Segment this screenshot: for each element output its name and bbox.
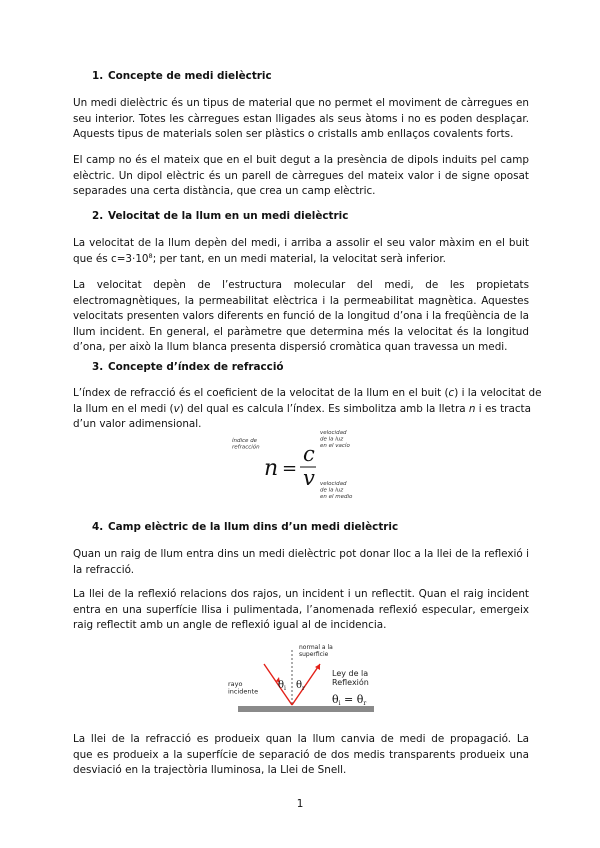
formula-equals: = [282,458,298,479]
section-number: 4. [92,521,104,533]
text-line: Quan un raig de llum entra dins un medi dielèctric pot donar lloc a la llei de la reflexió i [73,548,529,560]
text-line: El camp no és el mateix que en el buit degut a la presència de dipols induits pel camp [73,154,529,166]
text-line: d’un valor adimensional. [73,418,202,431]
text-line: electromagnètiques, la permeabilitat elèctrica i la permeabilitat magnètica. Aquestes [73,294,529,307]
text-line: elèctric. Un dipol elèctric és un parell de càrregues del mateix valor i de signe oposat [73,169,529,182]
formula-numerator: c [303,442,315,466]
paragraph [73,96,529,143]
text-line: entra en una superfície llisa i pulimentada, l’anomenada reflexió especular, emergeix [73,603,529,616]
paragraph [73,587,529,634]
paragraph [73,278,529,356]
text-line: d’ona, per això la llum blanca presenta dispersió cromàtica quan travessa un medi. [73,341,508,354]
text-line: La velocitat depèn de l’estructura molecular del medi, de les propietats [73,279,529,291]
text-span: ; per tant, en un medi material, la velocitat serà inferior. [152,252,446,265]
symbol-v: v [173,402,180,415]
text-line: desviació en la trajectòria lluminosa, la Llei de Snell. [73,764,347,777]
text-span: L’índex de refracció és el coeficient de la velocitat de la llum en el buit ( [73,387,449,399]
text-span: i es tracta [475,402,531,415]
text-line: La velocitat de la llum depèn del medi, i arriba a assolir el seu valor màxim en el buit [73,237,529,249]
incident-ray-label: rayo incidente [228,680,259,696]
text-line [73,386,542,402]
section-2-heading [92,210,348,222]
theta-r: $\theta_r$ [296,680,305,692]
paragraph [73,547,529,578]
text-line: llum incident. En general, el paràmetre que determina més la velocitat és la longitud [73,325,529,338]
text-span: ) i la velocitat de [454,387,542,399]
text-line: separades una certa distància, que crea un camp elèctric. [73,185,376,198]
paragraph [73,732,529,779]
formula-n: n [264,456,279,481]
text-line: velocitats presenten valors diferents en funció de la longitud d’ona i la freqüència de la [73,310,529,323]
text-line: La llei de la reflexió relacions dos rajos, un incident i un reflectit. Quan el raig incident [73,588,529,600]
formula-label-bottom: velocidad de la luz en el medio [320,481,353,500]
formula-denominator: v [303,466,315,490]
section-title: Velocitat de la llum en un medi dielèctric [108,210,349,222]
paragraph [73,386,542,433]
text-line: Aquests tipus de materials solen ser plàstics o cristalls amb enllaços covalents forts. [73,128,514,141]
formula-label-index: índice de refracción [232,438,260,451]
text-line: seu interior. Totes les càrregues estan lligades als seus àtoms i no es poden desplaçar. [73,112,529,125]
text-line: que es produeix a la superfície de separació de dos medis transparents produeix una [73,748,529,761]
symbol-c: c [448,387,455,399]
text-span: ) del qual es calcula l’índex. Es simbolitza amb la lletra [179,402,469,415]
text-line: Un medi dielèctric és un tipus de material que no permet el moviment de càrregues en [73,97,529,109]
section-number: 1. [92,70,104,82]
section-4-heading [92,521,398,533]
text-line: la refracció. [73,563,135,576]
text-line [73,402,529,418]
section-title: Camp elèctric de la llum dins d’un medi dielèctric [108,521,399,533]
paragraph [73,236,529,267]
text-line: raig reflectit amb un angle de reflexió igual al de incidencia. [73,619,387,632]
refraction-index-formula [228,427,378,505]
text-line [73,252,529,268]
speed-of-light-text: que és c=3·10 [73,252,149,265]
exponent: 8 [148,251,153,260]
text-span: la llum en el medi ( [73,402,174,415]
theta-i: $\theta_i$ [278,680,286,692]
section-3-heading [92,361,284,373]
normal-label: normal a la superficie [299,644,333,658]
reflection-diagram [220,638,385,720]
section-title: Concepte d’índex de refracció [108,361,284,373]
section-1-heading [92,70,272,82]
formula-label-top: velocidad de la luz en el vacío [320,430,350,449]
section-title: Concepte de medi dielèctric [108,70,272,82]
reflection-equation: θi = θr [332,693,367,707]
reflecting-surface [238,706,374,712]
section-number: 2. [92,210,104,222]
text-line: La llei de la refracció es produeix quan la llum canvia de medi de propagació. La [73,733,529,745]
law-of-reflection-label: Ley de la Reflexión [332,669,369,687]
page-number: 1 [296,798,304,810]
symbol-n: n [468,402,476,415]
section-number: 3. [92,361,104,373]
paragraph [73,153,529,200]
